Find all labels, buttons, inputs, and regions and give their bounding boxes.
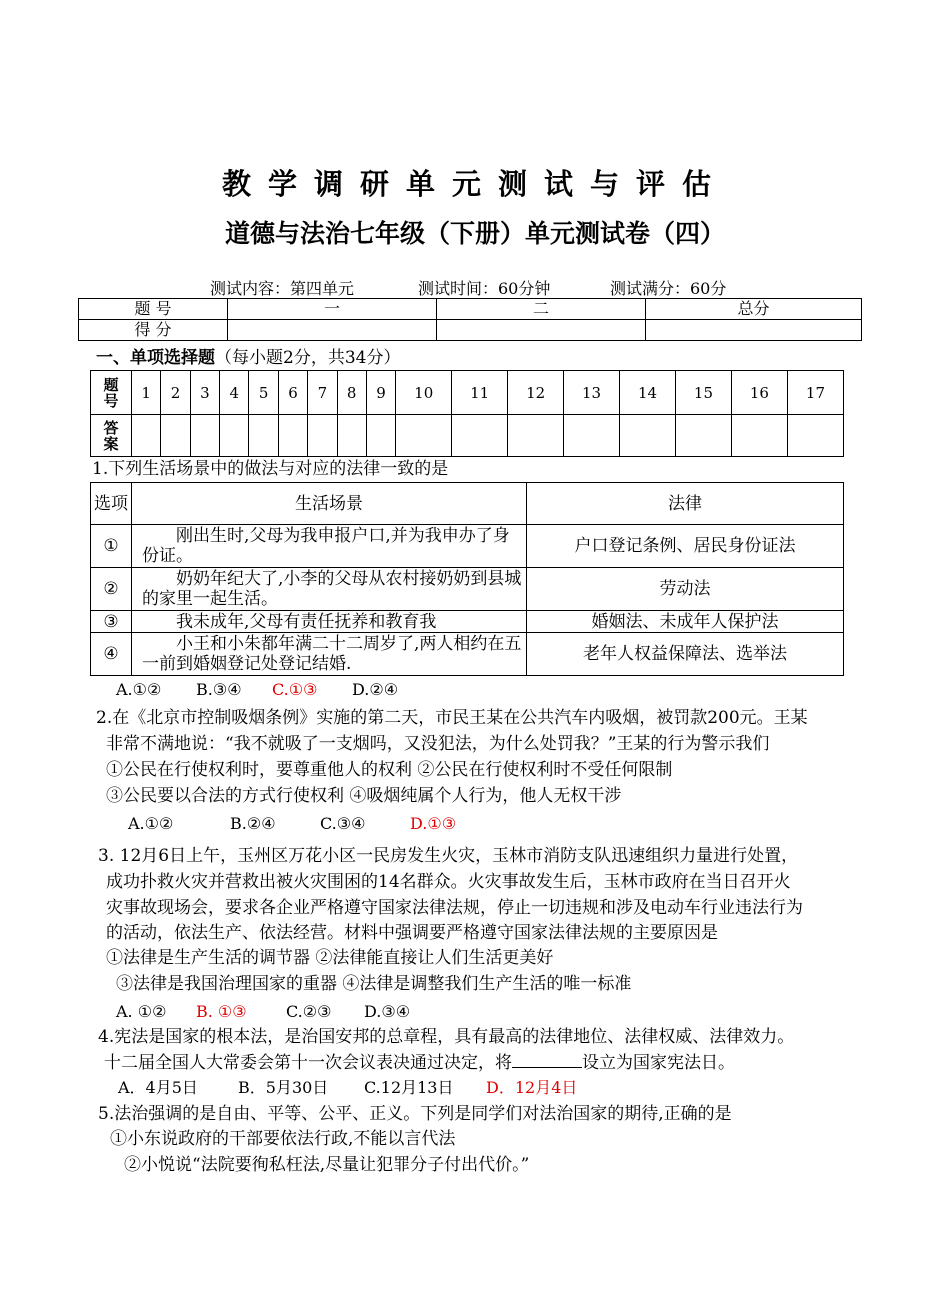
answer-number-cell: 5 — [249, 371, 278, 415]
q4-option-a[interactable]: A．4月5日 — [118, 1078, 198, 1097]
q2-option-c[interactable]: C.③④ — [320, 814, 366, 833]
answer-number-cell: 4 — [220, 371, 249, 415]
q2-option-a[interactable]: A.①② — [128, 814, 174, 833]
q1-header-option: 选项 — [91, 483, 132, 525]
score-table — [78, 298, 862, 341]
q4-option-c[interactable]: C.12月13日 — [364, 1078, 454, 1097]
q1-row-option: ① — [91, 525, 132, 568]
answer-cell[interactable] — [278, 415, 307, 457]
q1-row-law: 婚姻法、未成年人保护法 — [527, 611, 844, 633]
answer-row-label: 题 号 — [91, 371, 132, 415]
q4-line-2-tail: 设立为国家宪法日。 — [582, 1053, 735, 1073]
score-header-cell: 题 号 — [79, 299, 228, 320]
answer-cell[interactable] — [452, 415, 508, 457]
q3-line-4: 的活动，依法生产、依法经营。材料中强调要严格遵守国家法律法规的主要原因是 — [106, 923, 718, 943]
answer-number-cell: 2 — [161, 371, 190, 415]
answer-number-cell: 1 — [132, 371, 161, 415]
score-cell[interactable] — [437, 320, 646, 341]
q4-option-d[interactable]: D．12月4日 — [486, 1078, 578, 1097]
q1-row-option: ② — [91, 568, 132, 611]
q4-line-2 — [104, 1051, 735, 1074]
q1-row-law: 老年人权益保障法、选举法 — [527, 633, 844, 676]
score-header-cell: 二 — [437, 299, 646, 320]
answer-cell[interactable] — [564, 415, 620, 457]
q3-option-c[interactable]: C.②③ — [286, 1002, 332, 1021]
score-cell[interactable] — [228, 320, 437, 341]
q5-line-3: ②小悦说“法院要徇私枉法,尽量让犯罪分子付出代价。” — [124, 1155, 530, 1175]
q3-line-2: 成功扑救火灾并营救出被火灾围困的14名群众。火灾事故发生后，玉林市政府在当日召开火 — [106, 872, 791, 892]
q2-options — [128, 813, 456, 835]
q1-row-option: ③ — [91, 611, 132, 633]
answer-table — [90, 370, 844, 457]
answer-number-cell: 9 — [366, 371, 395, 415]
q1-row-option: ④ — [91, 633, 132, 676]
test-full-score: 测试满分：60分 — [610, 279, 727, 298]
q1-row-scene: 奶奶年纪大了,小李的父母从农村接奶奶到县城的家里一起生活。 — [132, 568, 527, 611]
q4-blank[interactable] — [512, 1051, 582, 1068]
q1-row-scene: 刚出生时,父母为我申报户口,并为我申办了身份证。 — [132, 525, 527, 568]
answer-cell[interactable] — [396, 415, 452, 457]
q2-line-2: 非常不满地说：“我不就吸了一支烟吗，又没犯法，为什么处罚我？”王某的行为警示我们 — [106, 734, 770, 754]
answer-number-cell: 15 — [676, 371, 732, 415]
section-title: 一、单项选择题 — [96, 348, 215, 368]
answer-cell[interactable] — [249, 415, 278, 457]
answer-number-cell: 13 — [564, 371, 620, 415]
q1-row-scene: 小王和小朱都年满二十二周岁了,两人相约在五一前到婚姻登记处登记结婚. — [132, 633, 527, 676]
answer-cell[interactable] — [366, 415, 395, 457]
answer-cell[interactable] — [620, 415, 676, 457]
q2-option-d[interactable]: D.①③ — [410, 814, 457, 833]
q3-options — [116, 1001, 410, 1023]
q1-row-law: 劳动法 — [527, 568, 844, 611]
q3-line-6: ③法律是我国治理国家的重器 ④法律是调整我们生产生活的唯一标准 — [116, 974, 632, 994]
q3-line-1: 3. 12月6日上午，玉州区万花小区一民房发生火灾，玉林市消防支队迅速组织力量进行处置， — [98, 846, 799, 866]
q3-option-a[interactable]: A. ①② — [116, 1002, 167, 1021]
answer-number-cell: 11 — [452, 371, 508, 415]
q1-options — [116, 679, 398, 701]
section-heading — [96, 347, 400, 369]
score-header-cell: 总分 — [646, 299, 862, 320]
answer-number-cell: 8 — [337, 371, 366, 415]
q1-table — [90, 482, 844, 676]
answer-cell[interactable] — [190, 415, 219, 457]
q1-header-scene: 生活场景 — [132, 483, 527, 525]
q2-option-b[interactable]: B.②④ — [230, 814, 276, 833]
q2-line-3: ①公民在行使权利时，要尊重他人的权利 ②公民在行使权利时不受任何限制 — [106, 760, 673, 780]
score-cell[interactable] — [646, 320, 862, 341]
q3-line-5: ①法律是生产生活的调节器 ②法律能直接让人们生活更美好 — [106, 948, 554, 968]
q3-option-b[interactable]: B. ①③ — [196, 1002, 247, 1021]
q4-options — [118, 1077, 577, 1099]
answer-cell[interactable] — [308, 415, 337, 457]
q1-option-a[interactable]: A.①② — [116, 680, 162, 699]
answer-cell[interactable] — [731, 415, 787, 457]
q4-line-1: 4.宪法是国家的根本法，是治国安邦的总章程，具有最高的法律地位、法律权威、法律效力。 — [98, 1027, 795, 1047]
answer-cell[interactable] — [220, 415, 249, 457]
answer-number-cell: 3 — [190, 371, 219, 415]
answer-number-cell: 7 — [308, 371, 337, 415]
q2-line-1: 2.在《北京市控制吸烟条例》实施的第二天，市民王某在公共汽车内吸烟，被罚款200元。王某 — [96, 708, 808, 728]
answer-number-cell: 17 — [787, 371, 843, 415]
section-note: （每小题2分，共34分） — [215, 348, 401, 368]
test-content: 测试内容：第四单元 — [210, 279, 355, 298]
score-label-cell: 得 分 — [79, 320, 228, 341]
answer-number-cell: 16 — [731, 371, 787, 415]
page-subtitle: 道德与法治七年级（下册）单元测试卷（四） — [224, 219, 725, 248]
q5-line-2: ①小东说政府的干部要依法行政,不能以言代法 — [110, 1129, 456, 1149]
answer-cell[interactable] — [132, 415, 161, 457]
page-title: 教学调研单元测试与评估 — [221, 167, 728, 201]
answer-number-cell: 10 — [396, 371, 452, 415]
q2-line-4: ③公民要以合法的方式行使权利 ④吸烟纯属个人行为，他人无权干涉 — [106, 786, 622, 806]
test-time: 测试时间：60分钟 — [418, 279, 551, 298]
answer-number-cell: 12 — [508, 371, 564, 415]
answer-cell[interactable] — [508, 415, 564, 457]
score-header-cell: 一 — [228, 299, 437, 320]
answer-cell[interactable] — [161, 415, 190, 457]
answer-cell[interactable] — [337, 415, 366, 457]
q3-line-3: 灾事故现场会，要求各企业严格遵守国家法律法规，停止一切违规和涉及电动车行业违法行为 — [106, 898, 803, 918]
q1-stem: 1.下列生活场景中的做法与对应的法律一致的是 — [92, 459, 449, 479]
q1-row-scene: 我未成年,父母有责任抚养和教育我 — [132, 611, 527, 633]
q1-option-c[interactable]: C.①③ — [272, 680, 318, 699]
q4-line-2-text: 十二届全国人大常委会第十一次会议表决通过决定，将 — [104, 1053, 512, 1073]
answer-cell[interactable] — [676, 415, 732, 457]
answer-cell[interactable] — [787, 415, 843, 457]
q3-option-d[interactable]: D.③④ — [364, 1002, 411, 1021]
q1-option-b[interactable]: B.③④ — [196, 680, 242, 699]
answer-row-label: 答 案 — [91, 415, 132, 457]
answer-number-cell: 14 — [620, 371, 676, 415]
answer-number-cell: 6 — [278, 371, 307, 415]
q1-header-law: 法律 — [527, 483, 844, 525]
q5-line-1: 5.法治强调的是自由、平等、公平、正义。下列是同学们对法治国家的期待,正确的是 — [98, 1104, 732, 1124]
q4-option-b[interactable]: B．5月30日 — [238, 1078, 329, 1097]
q1-option-d[interactable]: D.②④ — [352, 680, 399, 699]
q1-row-law: 户口登记条例、居民身份证法 — [527, 525, 844, 568]
